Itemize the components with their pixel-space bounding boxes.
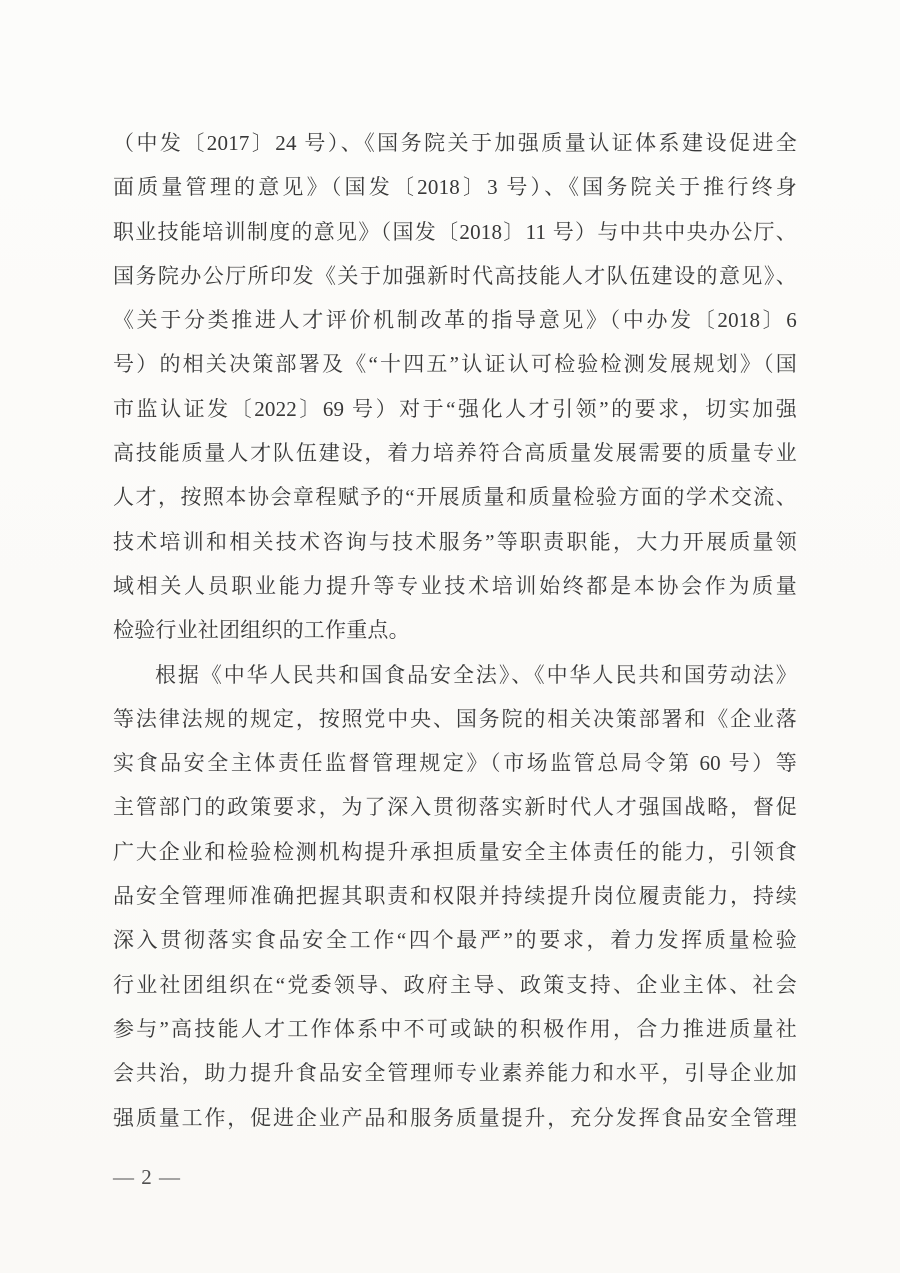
text-line: 等法律法规的规定，按照党中央、国务院的相关决策部署和《企业落	[113, 706, 797, 731]
text-line: 市监认证发〔2022〕69 号）对于“强化人才引领”的要求，切实加强	[113, 396, 797, 421]
text-line: 强质量工作，促进企业产品和服务质量提升，充分发挥食品安全管理	[113, 1105, 797, 1130]
text-line: 国务院办公厅所印发《关于加强新时代高技能人才队伍建设的意见》、	[113, 263, 797, 288]
text-line: 号）的相关决策部署及《“十四五”认证认可检验检测发展规划》（国	[113, 352, 797, 377]
text-line: （中发〔2017〕24 号）、《国务院关于加强质量认证体系建设促进全	[113, 131, 797, 155]
page-number: — 2 —	[113, 1165, 181, 1189]
text-line: 主管部门的政策要求，为了深入贯彻落实新时代人才强国战略，督促	[113, 795, 797, 820]
text-line: 根据《中华人民共和国食品安全法》、《中华人民共和国劳动法》	[155, 662, 797, 687]
text-line: 广大企业和检验检测机构提升承担质量安全主体责任的能力，引领食	[113, 839, 797, 864]
text-line: 实食品安全主体责任监督管理规定》（市场监管总局令第 60 号）等	[113, 751, 797, 776]
text-line: 深入贯彻落实食品安全工作“四个最严”的要求，着力发挥质量检验	[113, 928, 797, 953]
text-line: 检验行业社团组织的工作重点。	[113, 618, 410, 643]
text-line: 会共治，助力提升食品安全管理师专业素养能力和水平，引导企业加	[113, 1061, 797, 1086]
text-line: 行业社团组织在“党委领导、政府主导、政策支持、企业主体、社会	[113, 972, 797, 997]
text-line: 品安全管理师准确把握其职责和权限并持续提升岗位履责能力，持续	[113, 884, 797, 909]
text-line: 人才，按照本协会章程赋予的“开展质量和质量检验方面的学术交流、	[113, 485, 797, 510]
text-line: 《关于分类推进人才评价机制改革的指导意见》（中办发〔2018〕6	[113, 308, 797, 333]
body-text	[113, 121, 797, 1140]
text-line: 域相关人员职业能力提升等专业技术培训始终都是本协会作为质量	[113, 573, 797, 598]
paragraph-second	[113, 653, 797, 1140]
text-line: 高技能质量人才队伍建设，着力培养符合高质量发展需要的质量专业	[113, 441, 797, 466]
paragraph-continuation	[113, 121, 797, 653]
text-line: 技术培训和相关技术咨询与技术服务”等职责职能，大力开展质量领	[113, 529, 797, 554]
text-line: 参与”高技能人才工作体系中不可或缺的积极作用，合力推进质量社	[113, 1016, 797, 1041]
text-line: 职业技能培训制度的意见》（国发〔2018〕11 号）与中共中央办公厅、	[113, 219, 797, 244]
text-line: 面质量管理的意见》（国发〔2018〕3 号）、《国务院关于推行终身	[113, 175, 797, 200]
